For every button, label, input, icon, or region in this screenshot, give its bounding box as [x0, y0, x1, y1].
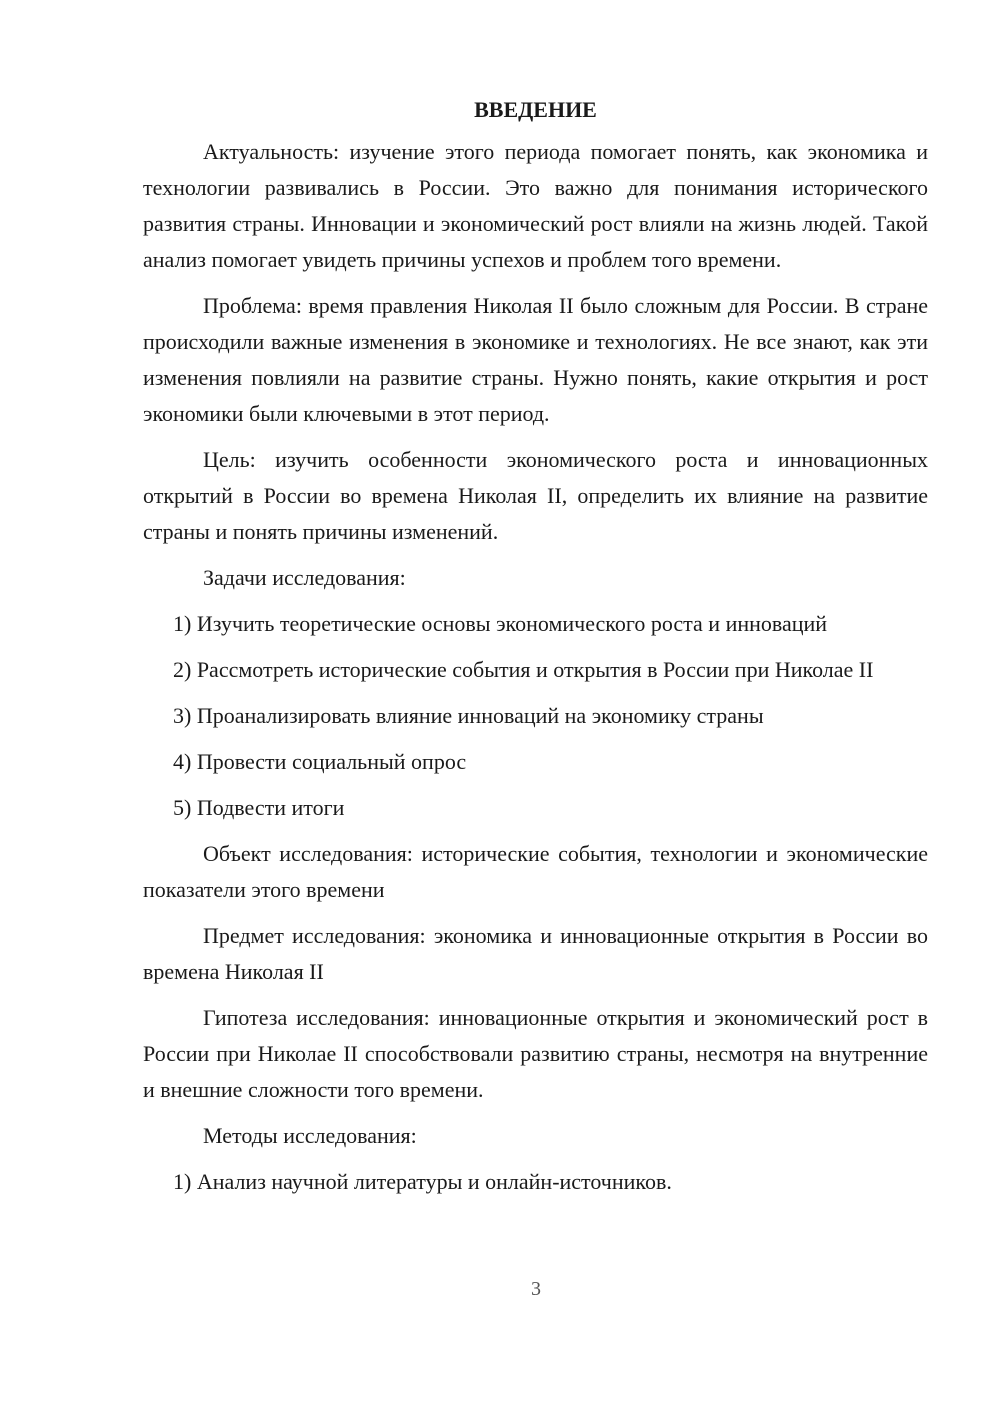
document-page	[143, 96, 928, 1210]
task-item-4: 4) Провести социальный опрос	[173, 749, 467, 774]
task-item-2: 2) Рассмотреть исторические события и открытия в России при Николае II	[173, 657, 874, 682]
page-title: ВВЕДЕНИЕ	[474, 97, 597, 122]
task-item-5: 5) Подвести итоги	[173, 795, 345, 820]
paragraph-goal: Цель: изучить особенности экономического роста и инновационных открытий в России во времена Николая II, определить их влияние на развитие страны и понять причины изменений.	[143, 447, 928, 544]
paragraph-hypothesis: Гипотеза исследования: инновационные открытия и экономический рост в России при Николае II способствовали развитию страны, несмотря на внутренние и внешние сложности того времени.	[143, 1005, 928, 1102]
paragraph-problem: Проблема: время правления Николая II было сложным для России. В стране происходили важные изменения в экономике и технологиях. Не все знают, как эти изменения повлияли на развитие страны. Нужно понять, какие открытия и рост экономики были ключевыми в этот период.	[143, 293, 928, 426]
methods-heading: Методы исследования:	[203, 1123, 417, 1148]
paragraph-subject: Предмет исследования: экономика и инновационные открытия в России во времена Николая II	[143, 923, 928, 984]
method-item-1: 1) Анализ научной литературы и онлайн-источников.	[173, 1169, 672, 1194]
task-item-3: 3) Проанализировать влияние инноваций на экономику страны	[173, 703, 764, 728]
tasks-heading: Задачи исследования:	[203, 565, 406, 590]
paragraph-relevance: Актуальность: изучение этого периода помогает понять, как экономика и технологии развивались в России. Это важно для понимания исторического развития страны. Инновации и экономический рост влияли на жизнь людей. Такой анализ помогает увидеть причины успехов и проблем того времени.	[143, 139, 928, 272]
page-number: 3	[531, 1278, 541, 1300]
task-item-1: 1) Изучить теоретические основы экономического роста и инноваций	[173, 611, 828, 636]
paragraph-object: Объект исследования: исторические события, технологии и экономические показатели этого времени	[143, 841, 928, 902]
